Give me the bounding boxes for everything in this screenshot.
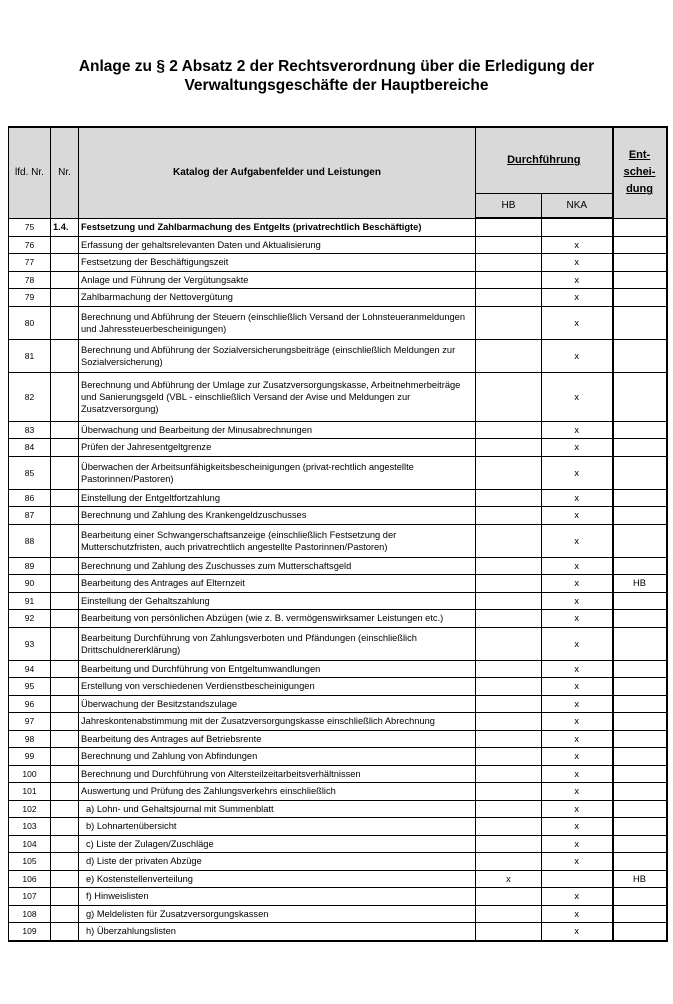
row-nka: x	[542, 236, 613, 254]
row-entscheidung	[613, 627, 667, 660]
row-entscheidung	[613, 610, 667, 628]
row-nr	[51, 456, 79, 489]
row-nka: x	[542, 835, 613, 853]
row-nr	[51, 306, 79, 339]
row-nr	[51, 730, 79, 748]
table-row	[9, 507, 667, 525]
row-task-text: Prüfen der Jahresentgeltgrenze	[79, 439, 476, 457]
table-row	[9, 557, 667, 575]
row-lfd-nr: 109	[9, 923, 51, 941]
table-row	[9, 695, 667, 713]
row-task-text	[79, 905, 476, 923]
row-nka: x	[542, 557, 613, 575]
page-title	[0, 57, 673, 95]
row-nka: x	[542, 660, 613, 678]
row-hb	[476, 339, 542, 372]
row-lfd-nr: 81	[9, 339, 51, 372]
row-hb	[476, 730, 542, 748]
row-nr	[51, 339, 79, 372]
row-nr	[51, 818, 79, 836]
row-hb	[476, 372, 542, 421]
row-entscheidung	[613, 271, 667, 289]
table-row	[9, 575, 667, 593]
row-hb	[476, 575, 542, 593]
row-entscheidung	[613, 306, 667, 339]
row-task-subtext: h) Überzahlungslisten	[86, 926, 176, 937]
row-nr	[51, 835, 79, 853]
row-entscheidung: HB	[613, 870, 667, 888]
row-lfd-nr: 80	[9, 306, 51, 339]
row-hb	[476, 610, 542, 628]
row-hb	[476, 923, 542, 941]
table-row	[9, 713, 667, 731]
row-task-text: Bearbeitung von persönlichen Abzügen (wie z. B. vermögenswirksamer Leistungen etc.)	[79, 610, 476, 628]
row-entscheidung	[613, 218, 667, 236]
table-row	[9, 853, 667, 871]
row-task-text: Berechnung und Zahlung des Krankengeldzuschusses	[79, 507, 476, 525]
row-hb	[476, 888, 542, 906]
row-nka: x	[542, 610, 613, 628]
row-lfd-nr: 96	[9, 695, 51, 713]
row-task-subtext: d) Liste der privaten Abzüge	[86, 856, 202, 867]
row-lfd-nr: 84	[9, 439, 51, 457]
row-hb	[476, 748, 542, 766]
row-lfd-nr: 88	[9, 524, 51, 557]
table-row	[9, 748, 667, 766]
row-task-text: Berechnung und Zahlung von Abfindungen	[79, 748, 476, 766]
row-nka: x	[542, 783, 613, 801]
row-nr	[51, 254, 79, 272]
row-lfd-nr: 94	[9, 660, 51, 678]
row-lfd-nr: 95	[9, 678, 51, 696]
row-hb	[476, 905, 542, 923]
table-row	[9, 610, 667, 628]
row-hb	[476, 765, 542, 783]
table-row	[9, 923, 667, 941]
row-hb	[476, 678, 542, 696]
row-hb	[476, 271, 542, 289]
row-entscheidung	[613, 421, 667, 439]
row-nka: x	[542, 713, 613, 731]
row-lfd-nr: 101	[9, 783, 51, 801]
row-task-text	[79, 800, 476, 818]
row-nka: x	[542, 853, 613, 871]
row-task-text: Bearbeitung des Antrages auf Elternzeit	[79, 575, 476, 593]
row-nka: x	[542, 339, 613, 372]
row-entscheidung	[613, 456, 667, 489]
row-nr	[51, 592, 79, 610]
row-nr	[51, 575, 79, 593]
row-task-text	[79, 818, 476, 836]
row-entscheidung	[613, 489, 667, 507]
row-hb: x	[476, 870, 542, 888]
row-nka: x	[542, 730, 613, 748]
row-task-text: Berechnung und Durchführung von Altersteilzeitarbeitsverhältnissen	[79, 765, 476, 783]
row-nka: x	[542, 439, 613, 457]
row-nr	[51, 660, 79, 678]
row-nka: x	[542, 456, 613, 489]
row-entscheidung	[613, 835, 667, 853]
table-row	[9, 218, 667, 236]
row-lfd-nr: 78	[9, 271, 51, 289]
row-nr	[51, 748, 79, 766]
row-entscheidung	[613, 557, 667, 575]
table-row	[9, 678, 667, 696]
table-header	[9, 127, 667, 218]
row-entscheidung: HB	[613, 575, 667, 593]
row-task-text: Berechnung und Abführung der Steuern (einschließlich Versand der Lohnsteueranmeldungen und Jahressteuerbescheinigungen)	[79, 306, 476, 339]
row-lfd-nr: 108	[9, 905, 51, 923]
row-entscheidung	[613, 713, 667, 731]
row-task-text: Erstellung von verschiedenen Verdienstbescheinigungen	[79, 678, 476, 696]
row-hb	[476, 236, 542, 254]
title-line-1: Anlage zu § 2 Absatz 2 der Rechtsverordnung über die Erledigung der	[78, 58, 595, 75]
table-row	[9, 236, 667, 254]
table-row	[9, 783, 667, 801]
row-lfd-nr: 99	[9, 748, 51, 766]
table-body	[9, 218, 667, 941]
header-durchfuehrung	[476, 127, 613, 193]
row-entscheidung	[613, 905, 667, 923]
row-task-subtext: b) Lohnartenübersicht	[86, 821, 177, 832]
header-nr: Nr.	[51, 127, 79, 218]
row-nka: x	[542, 923, 613, 941]
row-entscheidung	[613, 818, 667, 836]
row-nr	[51, 905, 79, 923]
row-task-subtext: c) Liste der Zulagen/Zuschläge	[86, 838, 214, 849]
row-lfd-nr: 77	[9, 254, 51, 272]
row-nka: x	[542, 695, 613, 713]
table-row	[9, 800, 667, 818]
row-hb	[476, 695, 542, 713]
table-row	[9, 439, 667, 457]
row-nka	[542, 218, 613, 236]
row-hb	[476, 627, 542, 660]
row-nr	[51, 800, 79, 818]
row-entscheidung	[613, 783, 667, 801]
row-nka: x	[542, 627, 613, 660]
row-entscheidung	[613, 254, 667, 272]
row-nka: x	[542, 765, 613, 783]
row-nka: x	[542, 372, 613, 421]
row-task-text: Bearbeitung Durchführung von Zahlungsverboten und Pfändungen (einschließlich Drittschuldnererklärung)	[79, 627, 476, 660]
row-task-text	[79, 923, 476, 941]
row-lfd-nr: 90	[9, 575, 51, 593]
task-catalog-table	[8, 126, 668, 942]
row-nka: x	[542, 289, 613, 307]
row-entscheidung	[613, 748, 667, 766]
row-nr	[51, 610, 79, 628]
row-entscheidung	[613, 507, 667, 525]
row-lfd-nr: 103	[9, 818, 51, 836]
row-nka: x	[542, 524, 613, 557]
row-nka: x	[542, 905, 613, 923]
header-nka: NKA	[542, 193, 613, 218]
row-nr	[51, 557, 79, 575]
row-hb	[476, 835, 542, 853]
row-nka: x	[542, 575, 613, 593]
row-entscheidung	[613, 730, 667, 748]
table-row	[9, 271, 667, 289]
table-row	[9, 730, 667, 748]
row-hb	[476, 289, 542, 307]
row-task-text	[79, 888, 476, 906]
row-nr	[51, 923, 79, 941]
row-task-text: Erfassung der gehaltsrelevanten Daten und Aktualisierung	[79, 236, 476, 254]
row-entscheidung	[613, 800, 667, 818]
row-nr	[51, 870, 79, 888]
row-nr	[51, 372, 79, 421]
table-row	[9, 306, 667, 339]
row-nr	[51, 439, 79, 457]
row-entscheidung	[613, 678, 667, 696]
table-row	[9, 660, 667, 678]
row-task-text: Überwachung der Besitzstandszulage	[79, 695, 476, 713]
row-lfd-nr: 85	[9, 456, 51, 489]
row-task-text: Festsetzung und Zahlbarmachung des Entgelts (privatrechtlich Beschäftigte)	[79, 218, 476, 236]
table-row	[9, 905, 667, 923]
table-row	[9, 339, 667, 372]
table-row	[9, 421, 667, 439]
row-task-subtext: e) Kostenstellenverteilung	[86, 873, 193, 884]
row-hb	[476, 421, 542, 439]
table-row	[9, 289, 667, 307]
table-row	[9, 765, 667, 783]
row-hb	[476, 489, 542, 507]
table-row	[9, 627, 667, 660]
row-nka: x	[542, 306, 613, 339]
row-task-text: Jahreskontenabstimmung mit der Zusatzversorgungskasse einschließlich Abrechnung	[79, 713, 476, 731]
row-nr	[51, 765, 79, 783]
header-katalog: Katalog der Aufgabenfelder und Leistungen	[79, 127, 476, 218]
row-task-text	[79, 870, 476, 888]
row-nka: x	[542, 818, 613, 836]
row-entscheidung	[613, 853, 667, 871]
row-task-text: Anlage und Führung der Vergütungsakte	[79, 271, 476, 289]
header-entscheidung	[613, 127, 667, 218]
row-nr	[51, 695, 79, 713]
table-row	[9, 489, 667, 507]
row-lfd-nr: 86	[9, 489, 51, 507]
row-lfd-nr: 97	[9, 713, 51, 731]
row-entscheidung	[613, 439, 667, 457]
row-lfd-nr: 98	[9, 730, 51, 748]
row-lfd-nr: 107	[9, 888, 51, 906]
row-nr	[51, 489, 79, 507]
row-nr	[51, 236, 79, 254]
row-nr	[51, 713, 79, 731]
row-hb	[476, 783, 542, 801]
row-nr	[51, 421, 79, 439]
row-nr	[51, 289, 79, 307]
row-lfd-nr: 76	[9, 236, 51, 254]
row-task-text: Auswertung und Prüfung des Zahlungsverkehrs einschließlich	[79, 783, 476, 801]
row-nka	[542, 870, 613, 888]
row-task-text: Bearbeitung einer Schwangerschaftsanzeige (einschließlich Festsetzung der Mutterschutzfristen, auch privatrechtlich angestellte Pastorinnen/Pastoren)	[79, 524, 476, 557]
row-nr	[51, 627, 79, 660]
row-task-text: Zahlbarmachung der Nettovergütung	[79, 289, 476, 307]
row-entscheidung	[613, 339, 667, 372]
row-entscheidung	[613, 236, 667, 254]
row-entscheidung	[613, 592, 667, 610]
row-nka: x	[542, 271, 613, 289]
row-entscheidung	[613, 289, 667, 307]
row-hb	[476, 524, 542, 557]
row-lfd-nr: 105	[9, 853, 51, 871]
row-nka: x	[542, 678, 613, 696]
row-nka: x	[542, 507, 613, 525]
row-lfd-nr: 92	[9, 610, 51, 628]
table-row	[9, 835, 667, 853]
row-hb	[476, 306, 542, 339]
row-task-subtext: g) Meldelisten für Zusatzversorgungskassen	[86, 908, 269, 919]
row-task-text: Überwachung und Bearbeitung der Minusabrechnungen	[79, 421, 476, 439]
table-row	[9, 870, 667, 888]
table-row	[9, 818, 667, 836]
row-nka: x	[542, 592, 613, 610]
row-nka: x	[542, 421, 613, 439]
table-row	[9, 372, 667, 421]
row-lfd-nr: 104	[9, 835, 51, 853]
row-nr	[51, 853, 79, 871]
row-task-text: Bearbeitung des Antrages auf Betriebsrente	[79, 730, 476, 748]
row-nr	[51, 271, 79, 289]
row-nka: x	[542, 254, 613, 272]
row-nr	[51, 888, 79, 906]
row-lfd-nr: 87	[9, 507, 51, 525]
row-lfd-nr: 93	[9, 627, 51, 660]
row-hb	[476, 218, 542, 236]
row-lfd-nr: 83	[9, 421, 51, 439]
row-nr	[51, 783, 79, 801]
row-nr	[51, 507, 79, 525]
row-hb	[476, 456, 542, 489]
table-row	[9, 456, 667, 489]
table-row	[9, 524, 667, 557]
row-task-text: Einstellung der Entgeltfortzahlung	[79, 489, 476, 507]
row-hb	[476, 439, 542, 457]
header-lfd-nr: lfd. Nr.	[9, 127, 51, 218]
row-hb	[476, 853, 542, 871]
row-task-text: Berechnung und Zahlung des Zuschusses zum Mutterschaftsgeld	[79, 557, 476, 575]
row-nka: x	[542, 888, 613, 906]
row-task-text: Bearbeitung und Durchführung von Entgeltumwandlungen	[79, 660, 476, 678]
entscheidung-line-2: schei-	[623, 166, 656, 179]
row-task-text: Festsetzung der Beschäftigungszeit	[79, 254, 476, 272]
row-task-text: Berechnung und Abführung der Umlage zur Zusatzversorgungskasse, Arbeitnehmerbeiträge und Sanierungsgeld (VBL - einschließlich Versand der Avise und Meldungen zur Zusatzversorgung)	[79, 372, 476, 421]
row-hb	[476, 800, 542, 818]
entscheidung-line-3: dung	[626, 183, 653, 196]
row-hb	[476, 713, 542, 731]
row-entscheidung	[613, 524, 667, 557]
row-lfd-nr: 89	[9, 557, 51, 575]
row-lfd-nr: 79	[9, 289, 51, 307]
row-task-subtext: f) Hinweislisten	[86, 891, 149, 902]
row-nr	[51, 678, 79, 696]
table-row	[9, 254, 667, 272]
table-row	[9, 592, 667, 610]
row-task-text: Berechnung und Abführung der Sozialversicherungsbeiträge (einschließlich Meldungen zur Sozialversicherung)	[79, 339, 476, 372]
row-lfd-nr: 75	[9, 218, 51, 236]
row-lfd-nr: 100	[9, 765, 51, 783]
header-hb: HB	[476, 193, 542, 218]
durchfuehrung-label: Durchführung	[507, 154, 581, 167]
row-hb	[476, 507, 542, 525]
title-line-2: Verwaltungsgeschäfte der Hauptbereiche	[184, 77, 489, 94]
row-lfd-nr: 82	[9, 372, 51, 421]
row-nr: 1.4.	[51, 218, 79, 236]
row-lfd-nr: 106	[9, 870, 51, 888]
row-task-text: Einstellung der Gehaltszahlung	[79, 592, 476, 610]
row-entscheidung	[613, 923, 667, 941]
row-hb	[476, 818, 542, 836]
row-hb	[476, 557, 542, 575]
row-entscheidung	[613, 765, 667, 783]
row-entscheidung	[613, 695, 667, 713]
row-task-subtext: a) Lohn- und Gehaltsjournal mit Summenblatt	[86, 803, 274, 814]
row-hb	[476, 254, 542, 272]
table-row	[9, 888, 667, 906]
row-hb	[476, 660, 542, 678]
row-task-text	[79, 853, 476, 871]
row-task-text: Überwachen der Arbeitsunfähigkeitsbescheinigungen (privat-rechtlich angestellte Pastorinnen/Pastoren)	[79, 456, 476, 489]
row-nka: x	[542, 489, 613, 507]
row-entscheidung	[613, 660, 667, 678]
row-nr	[51, 524, 79, 557]
row-task-text	[79, 835, 476, 853]
row-entscheidung	[613, 888, 667, 906]
row-hb	[476, 592, 542, 610]
row-lfd-nr: 91	[9, 592, 51, 610]
row-entscheidung	[613, 372, 667, 421]
row-nka: x	[542, 748, 613, 766]
entscheidung-line-1: Ent-	[628, 149, 651, 162]
row-nka: x	[542, 800, 613, 818]
row-lfd-nr: 102	[9, 800, 51, 818]
